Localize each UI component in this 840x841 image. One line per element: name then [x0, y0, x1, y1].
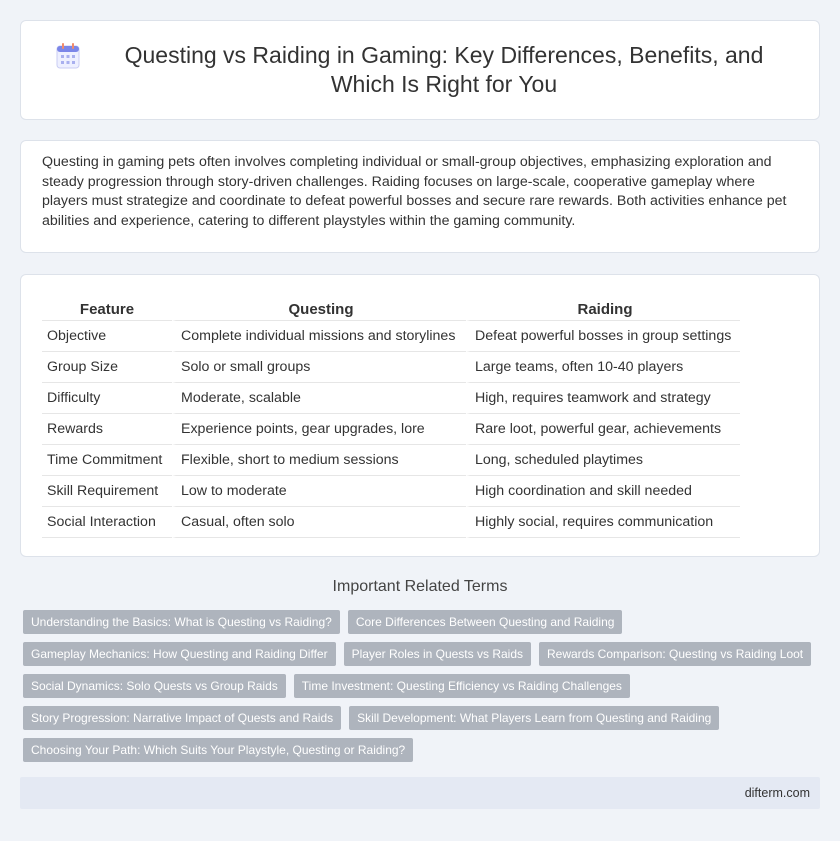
- cell-raiding: Highly social, requires communication: [466, 507, 740, 538]
- related-term-link[interactable]: Skill Development: What Players Learn from Questing and Raiding: [349, 706, 719, 730]
- cell-feature: Objective: [42, 321, 172, 352]
- page-title: Questing vs Raiding in Gaming: Key Differences, Benefits, and Which Is Right for You: [124, 42, 764, 97]
- intro-paragraph: Questing in gaming pets often involves completing individual or small-group objectives, emphasizing exploration and steady progression through story-driven challenges. Raiding focuses on large-scale, cooperative gameplay where players must strategize and coordinate to defeat powerful bosses and secure rare rewards. Both activities enhance pet abilities and experience, catering to different playstyles within the gaming community.: [42, 154, 787, 229]
- cell-raiding: High coordination and skill needed: [466, 476, 740, 507]
- header-questing: Questing: [172, 295, 466, 321]
- related-term-link[interactable]: Story Progression: Narrative Impact of Quests and Raids: [23, 706, 341, 730]
- table-row: [42, 507, 740, 538]
- cell-questing: Solo or small groups: [172, 352, 466, 383]
- cell-feature: Group Size: [42, 352, 172, 383]
- header-card: [20, 20, 820, 120]
- related-terms-heading: Important Related Terms: [332, 578, 508, 595]
- cell-questing: Complete individual missions and storylines: [172, 321, 466, 352]
- related-term-link[interactable]: Player Roles in Quests vs Raids: [344, 642, 531, 666]
- cell-questing: Low to moderate: [172, 476, 466, 507]
- cell-questing: Moderate, scalable: [172, 383, 466, 414]
- related-term-link[interactable]: Choosing Your Path: Which Suits Your Playstyle, Questing or Raiding?: [23, 738, 413, 762]
- related-term-link[interactable]: Time Investment: Questing Efficiency vs Raiding Challenges: [294, 674, 630, 698]
- related-terms-list: [23, 610, 813, 762]
- table-row: [42, 383, 740, 414]
- footer-site-link[interactable]: difterm.com: [744, 786, 810, 800]
- table-row: [42, 445, 740, 476]
- cell-feature: Skill Requirement: [42, 476, 172, 507]
- cell-feature: Time Commitment: [42, 445, 172, 476]
- cell-raiding: Rare loot, powerful gear, achievements: [466, 414, 740, 445]
- cell-feature: Social Interaction: [42, 507, 172, 538]
- cell-raiding: Long, scheduled playtimes: [466, 445, 740, 476]
- table-row: [42, 352, 740, 383]
- table-header-row: [42, 295, 740, 321]
- related-term-link[interactable]: Gameplay Mechanics: How Questing and Raiding Differ: [23, 642, 336, 666]
- cell-questing: Flexible, short to medium sessions: [172, 445, 466, 476]
- cell-raiding: High, requires teamwork and strategy: [466, 383, 740, 414]
- cell-questing: Experience points, gear upgrades, lore: [172, 414, 466, 445]
- table-row: [42, 476, 740, 507]
- header-feature: Feature: [42, 295, 172, 321]
- related-term-link[interactable]: Rewards Comparison: Questing vs Raiding Loot: [539, 642, 811, 666]
- cell-raiding: Defeat powerful bosses in group settings: [466, 321, 740, 352]
- related-term-link[interactable]: Social Dynamics: Solo Quests vs Group Raids: [23, 674, 286, 698]
- comparison-table: [42, 295, 740, 538]
- comparison-table-card: [20, 274, 820, 557]
- footer: [20, 777, 820, 809]
- cell-raiding: Large teams, often 10-40 players: [466, 352, 740, 383]
- calendar-icon: [56, 43, 80, 69]
- header-raiding: Raiding: [466, 295, 740, 321]
- table-row: [42, 414, 740, 445]
- related-term-link[interactable]: Core Differences Between Questing and Raiding: [348, 610, 623, 634]
- table-row: [42, 321, 740, 352]
- cell-feature: Rewards: [42, 414, 172, 445]
- cell-questing: Casual, often solo: [172, 507, 466, 538]
- related-term-link[interactable]: Understanding the Basics: What is Questing vs Raiding?: [23, 610, 340, 634]
- intro-card: [20, 140, 820, 253]
- cell-feature: Difficulty: [42, 383, 172, 414]
